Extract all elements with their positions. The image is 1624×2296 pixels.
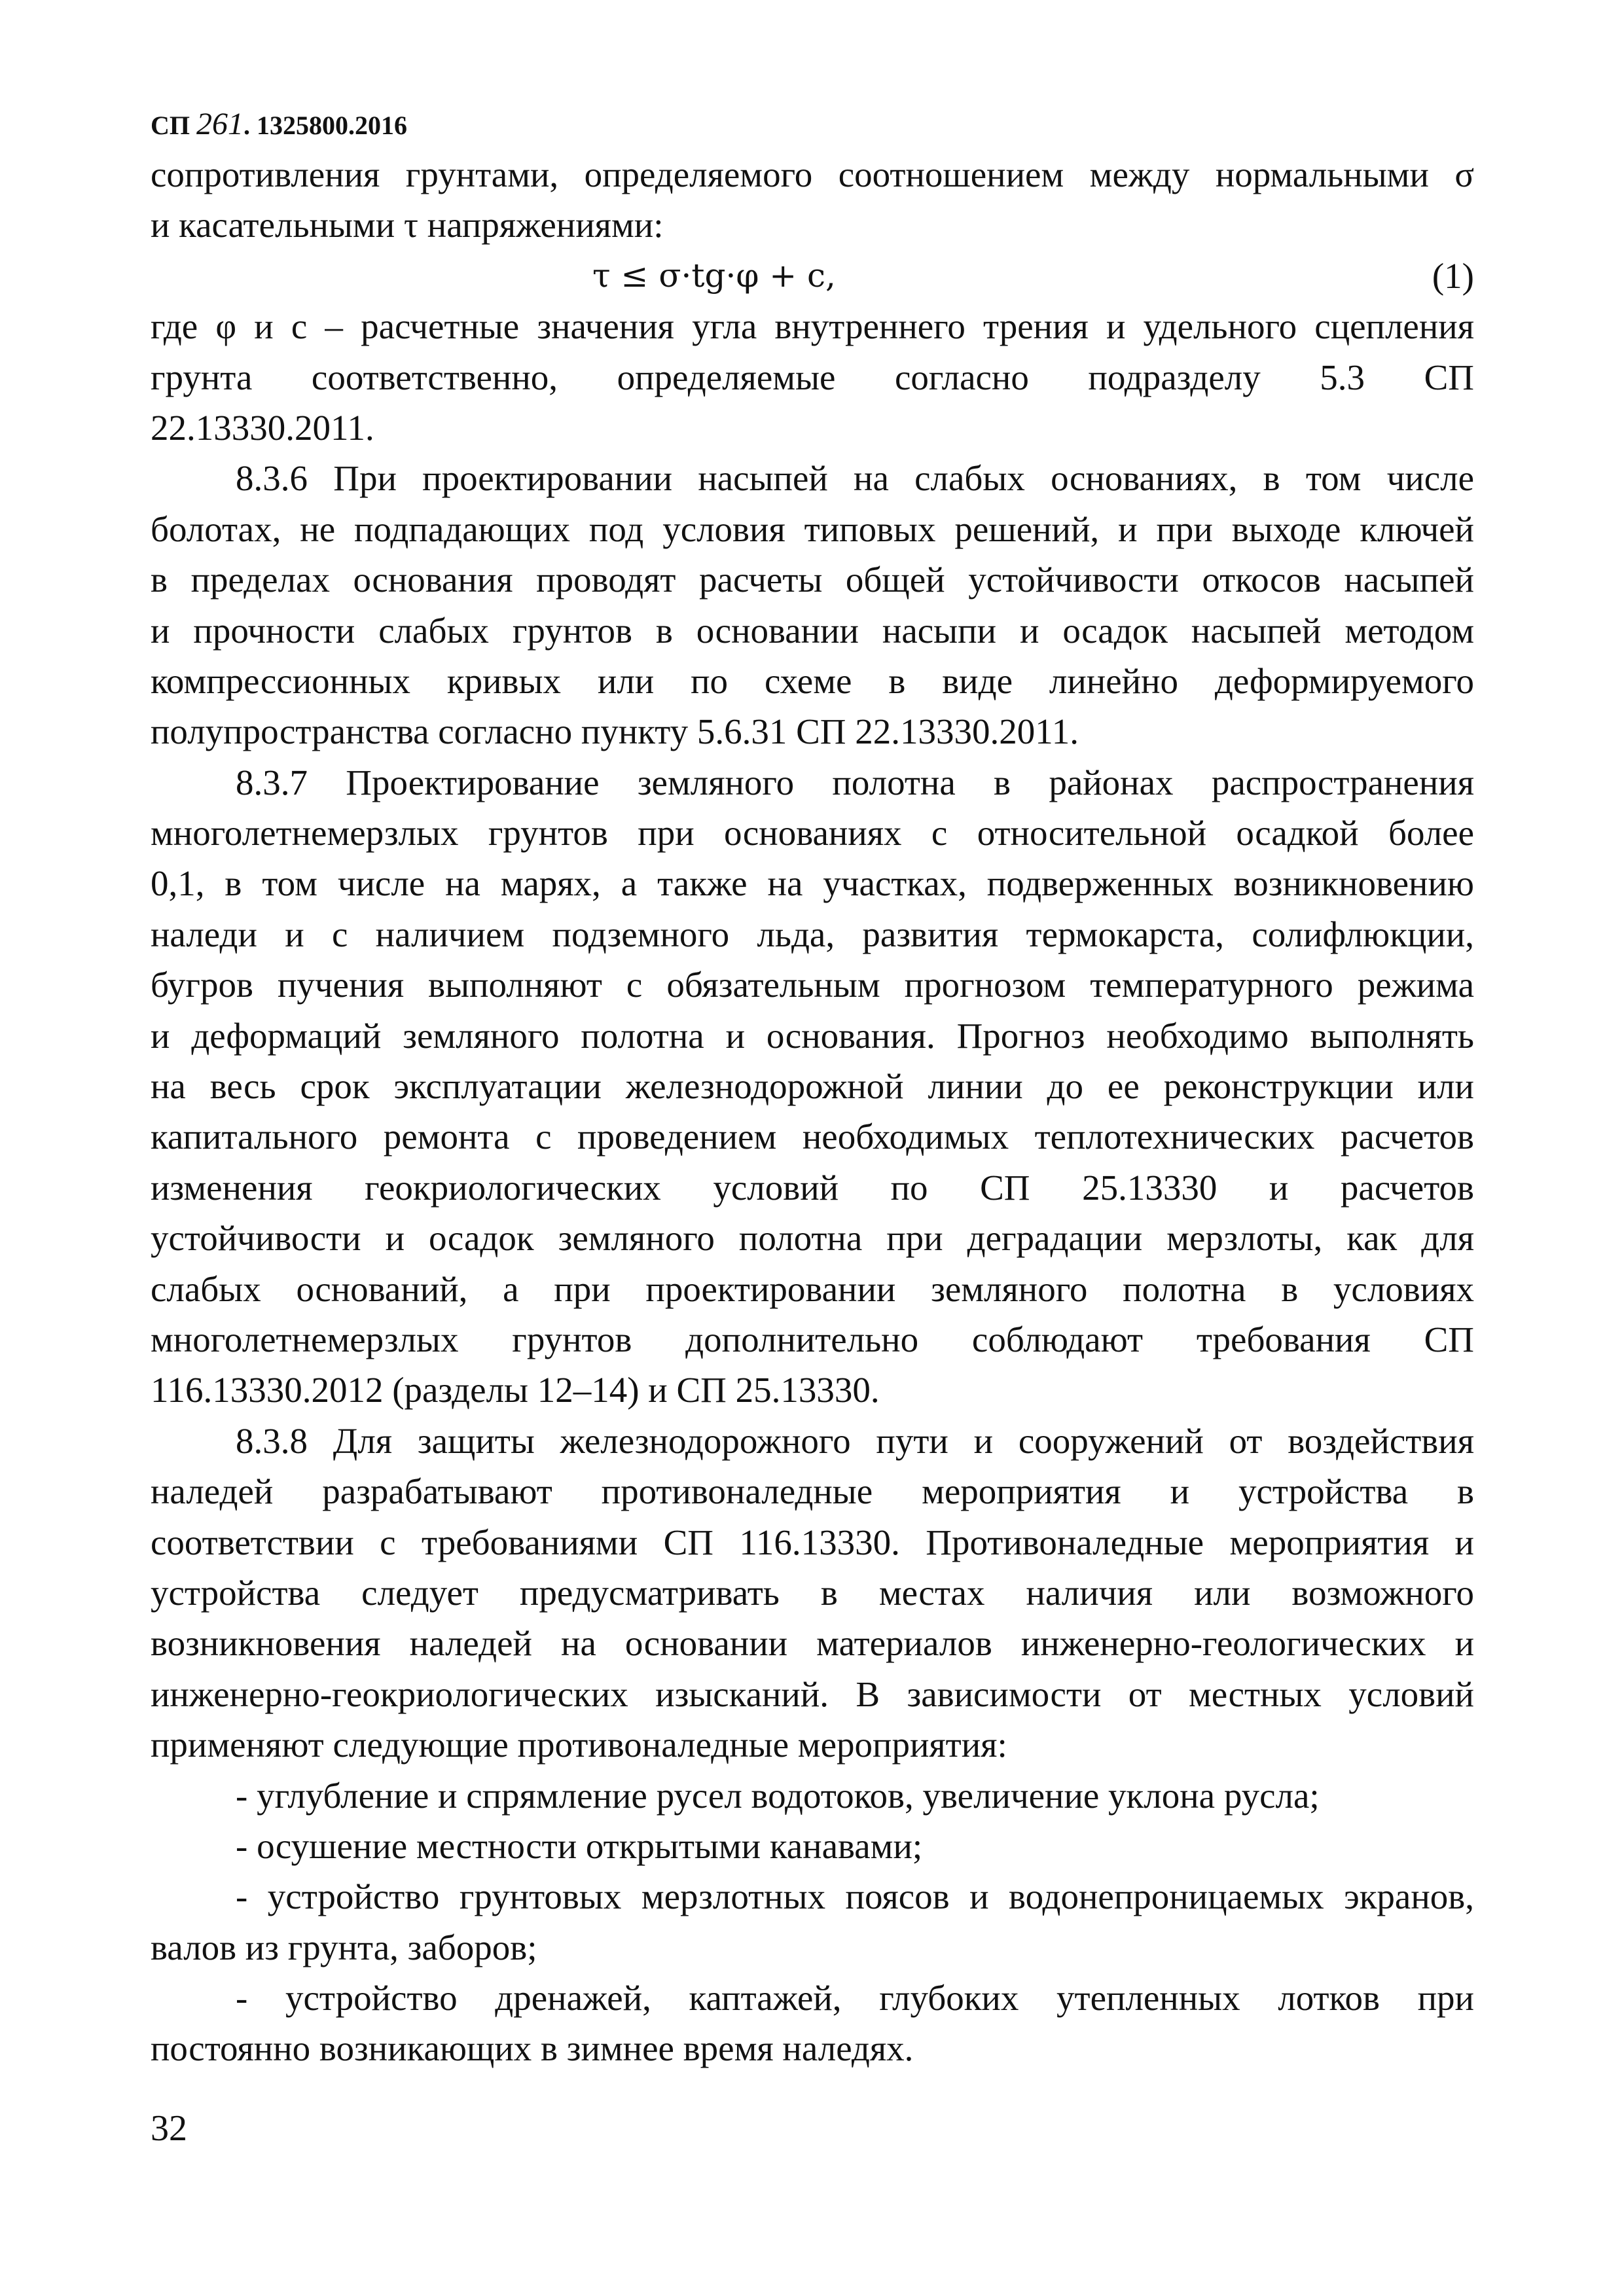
list-item: - углубление и спрямление русел водотоков, увеличение уклона русла; bbox=[236, 1775, 1320, 1816]
text-line: изменения геокриологических условий по СП 25.13330 и расчетов bbox=[151, 1167, 1474, 1208]
text-line: 22.13330.2011. bbox=[151, 407, 374, 448]
text-line: и деформаций земляного полотна и основания. Прогноз необходимо выполнять bbox=[151, 1015, 1474, 1056]
text-line: 0,1, в том числе на марях, а также на участках, подверженных возникновению bbox=[151, 863, 1474, 904]
text-line: где φ и с – расчетные значения угла внутреннего трения и удельного сцепления bbox=[151, 306, 1474, 347]
text-line: компрессионных кривых или по схеме в виде линейно деформируемого bbox=[151, 660, 1474, 701]
header-prefix: СП bbox=[151, 111, 190, 140]
text-line: в пределах основания проводят расчеты общей устойчивости откосов насыпей bbox=[151, 560, 1474, 600]
text-line: сопротивления грунтами, определяемого соотношением между нормальными σ bbox=[151, 154, 1474, 194]
document-header bbox=[151, 106, 407, 142]
text-line: капитального ремонта с проведением необходимых теплотехнических расчетов bbox=[151, 1117, 1474, 1157]
formula-number: (1) bbox=[1432, 255, 1474, 296]
text-line: соответствии с требованиями СП 116.13330. Противоналедные мероприятия и bbox=[151, 1522, 1474, 1562]
text-line: возникновения наледей на основании материалов инженерно-геологических и bbox=[151, 1623, 1474, 1664]
paragraph-8-3-7-start: 8.3.7 Проектирование земляного полотна в районах распространения bbox=[236, 762, 1474, 802]
text-line: и касательными τ напряжениями: bbox=[151, 205, 664, 245]
text-line: применяют следующие противоналедные мероприятия: bbox=[151, 1725, 1007, 1765]
paragraph-8-3-8-start: 8.3.8 Для защиты железнодорожного пути и сооружений от воздействия bbox=[236, 1420, 1474, 1461]
text-line: наледи и с наличием подземного льда, развития термокарста, солифлюкции, bbox=[151, 914, 1474, 954]
text-line: слабых оснований, а при проектировании земляного полотна в условиях bbox=[151, 1268, 1474, 1309]
text-line: на весь срок эксплуатации железнодорожной линии до ее реконструкции или bbox=[151, 1066, 1474, 1107]
text-line: постоянно возникающих в зимнее время наледях. bbox=[151, 2028, 914, 2069]
text-line: многолетнемерзлых грунтов при основаниях с относительной осадкой более bbox=[151, 813, 1474, 853]
list-item: - осушение местности открытыми канавами; bbox=[236, 1825, 923, 1866]
document-body bbox=[151, 149, 1474, 2074]
paragraph-8-3-6-start: 8.3.6 При проектировании насыпей на слабых основаниях, в том числе bbox=[236, 458, 1474, 499]
formula-1 bbox=[151, 251, 1474, 301]
text-line: валов из грунта, заборов; bbox=[151, 1927, 537, 1967]
text-line: наледей разрабатывают противоналедные мероприятия и устройства в bbox=[151, 1471, 1474, 1512]
handwritten-number: 261 bbox=[196, 107, 244, 141]
text-line: 116.13330.2012 (разделы 12–14) и СП 25.13330. bbox=[151, 1370, 880, 1410]
text-line: грунта соответственно, определяемые согласно подразделу 5.3 СП bbox=[151, 357, 1474, 397]
text-line: бугров пучения выполняют с обязательным прогнозом температурного режима bbox=[151, 965, 1474, 1005]
text-line: устройства следует предусматривать в местах наличия или возможного bbox=[151, 1572, 1474, 1613]
text-line: и прочности слабых грунтов в основании насыпи и осадок насыпей методом bbox=[151, 610, 1474, 651]
page-number: 32 bbox=[151, 2108, 187, 2149]
text-line: устойчивости и осадок земляного полотна при деградации мерзлоты, как для bbox=[151, 1218, 1474, 1259]
header-code: . 1325800.2016 bbox=[244, 111, 407, 140]
list-item: - устройство дренажей, каптажей, глубоких утепленных лотков при bbox=[236, 1978, 1474, 2018]
text-line: болотах, не подпадающих под условия типовых решений, и при выходе ключей bbox=[151, 509, 1474, 549]
list-item: - устройство грунтовых мерзлотных поясов и водонепроницаемых экранов, bbox=[236, 1876, 1474, 1917]
text-line: инженерно-геокриологических изысканий. В зависимости от местных условий bbox=[151, 1674, 1474, 1714]
formula-expression: τ ≤ σ·tg·φ + c, bbox=[592, 256, 836, 295]
text-line: многолетнемерзлых грунтов дополнительно соблюдают требования СП bbox=[151, 1319, 1474, 1359]
text-line: полупространства согласно пункту 5.6.31 СП 22.13330.2011. bbox=[151, 711, 1079, 752]
